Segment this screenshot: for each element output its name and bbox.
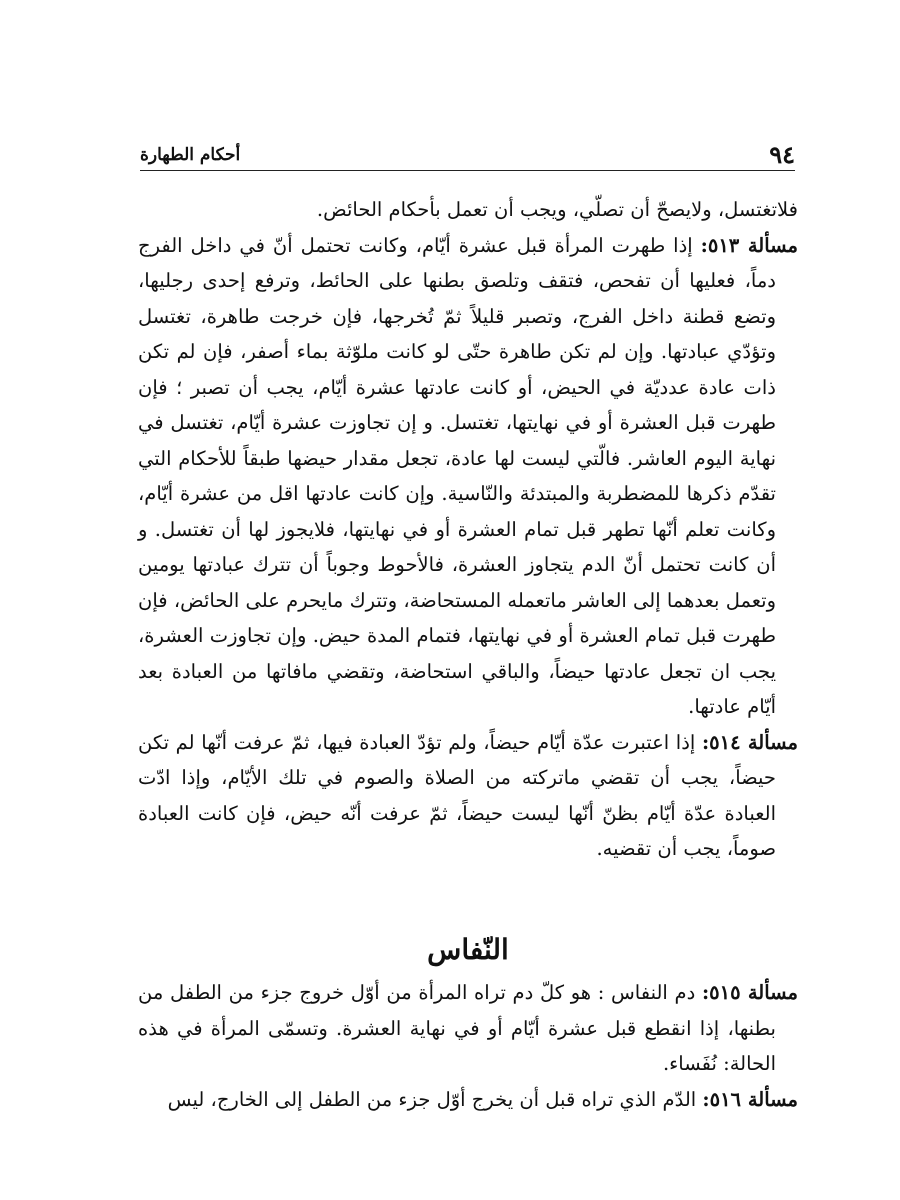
issue-514-text: إذا اعتبرت عدّة أيّام حيضاً، ولم تؤدّ العبادة فيها، ثمّ عرفت أنّها لم تكن حيضاً، يجب أن تقضي ماتركته من الصلاة والصوم في تلك الأيّام، وإذا ادّت العبادة عدّة أيّام بظنّ أنّها ليست حيضاً، ثمّ عرفت أنّه حيض، فإن كانت العبادة صوماً، يجب أن تقضيه. [138,730,776,860]
page-number: ٩٤ [769,140,795,169]
issue-513-paragraph [138,228,798,725]
issue-515-paragraph [138,975,798,1082]
issue-516-label: مسألة ٥١٦: [702,1087,798,1111]
issue-513-text: إذا طهرت المرأة قبل عشرة أيّام، وكانت تحتمل أنّ في داخل الفرج دماً، فعليها أن تفحص، فتقف وتلصق بطنها على الحائط، وترفع إحدى رجليها، وتضع قطنة داخل الفرج، وتصبر قليلاً ثمّ تُخرجها، فإن خرجت طاهرة، تغتسل وتؤدّي عبادتها. وإن لم تكن طاهرة حتّى لو كانت ملوّثة بماء أصفر، فإن لم تكن ذات عادة عدديّة في الحيض، أو كانت عادتها عشرة أيّام، يجب أن تصبر ؛ فإن طهرت قبل العشرة أو في نهايتها، تغتسل. و إن تجاوزت عشرة أيّام، تغتسل في نهاية اليوم العاشر. فالّتي ليست لها عادة، تجعل مقدار حيضها طبقاً للأحكام التي تقدّم ذكرها للمضطربة والمبتدئة والنّاسية. وإن كانت عادتها اقل من عشرة أيّام، وكانت تعلم أنّها تطهر قبل تمام العشرة أو في نهايتها، فلايجوز لها أن تغتسل. و أن كانت تحتمل أنّ الدم يتجاوز العشرة، فالأحوط وجوباً أن تترك عبادتها يومين وتعمل بعدهما إلى العاشر ماتعمله المستحاضة، وتترك مايحرم على الحائض، فإن طهرت قبل تمام العشرة أو في نهايتها، فتمام المدة حيض. وإن تجاوزت العشرة، يجب ان تجعل عادتها حيضاً، والباقي استحاضة، وتقضي مافاتها من العبادة بعد أيّام عادتها. [138,233,776,718]
issue-515-label: مسألة ٥١٥: [701,981,799,1004]
main-text-block [138,192,798,867]
opening-paragraph: فلاتغتسل، ولايصحّ أن تصلّي، ويجب أن تعمل بأحكام الحائض. [316,198,798,221]
running-title: أحكام الطهارة [140,145,241,165]
issue-516-paragraph [138,1082,798,1118]
issue-514-label: مسألة ٥١٤: [701,730,798,754]
issue-514-paragraph [138,725,798,867]
issue-516-text: الدّم الذي تراه قبل أن يخرج أوّل جزء من الطفل إلى الخارج، ليس [167,1087,703,1111]
section-title-nifas: النّفاس [427,933,509,966]
issue-513-label: مسألة ٥١٣: [700,233,798,257]
issue-515-text: دم النفاس : هو كلّ دم تراه المرأة من أوّل خروج جزء من الطفل من بطنها، إذا انقطع قبل عشرة أيّام أو في نهاية العشرة. وتسمّى المرأة في هذه الحالة: نُفَساء. [138,981,776,1075]
page-header [140,140,795,171]
nifas-text-block [138,975,798,1117]
